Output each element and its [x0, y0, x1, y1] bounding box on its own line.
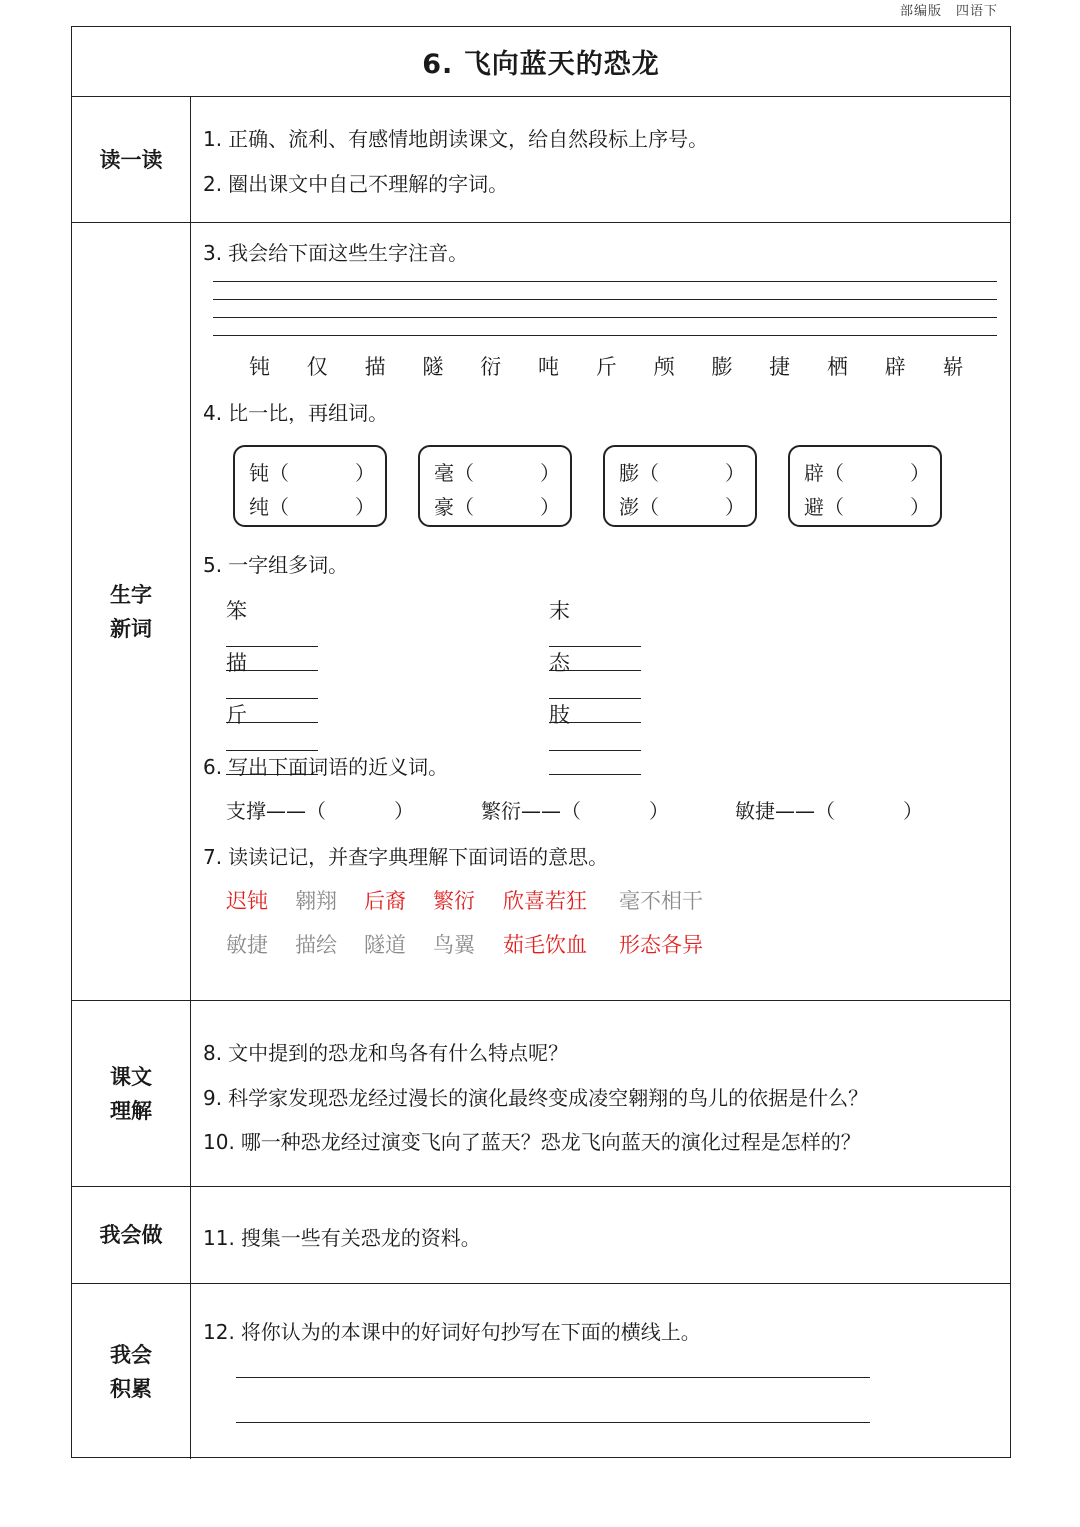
writing-line-2[interactable]: [236, 1422, 870, 1423]
question-10: 10. 哪一种恐龙经过演变飞向了蓝天？恐龙飞向蓝天的演化过程是怎样的？: [203, 1130, 861, 1154]
paren-close: ）: [725, 495, 745, 519]
section-accumulate: [72, 1284, 1010, 1459]
synonym-word: 敏捷——（: [735, 799, 835, 823]
question-1: 1. 正确、流利、有感情地朗读课文，给自然段标上序号。: [203, 127, 709, 151]
question-6: 6. 写出下面词语的近义词。: [203, 755, 449, 779]
paren-close: ）: [903, 799, 923, 823]
character-0: 钝: [249, 355, 270, 379]
multi-word-char: 笨: [226, 599, 247, 623]
question-3: 3. 我会给下面这些生字注音。: [203, 241, 469, 265]
multi-word-char: 肢: [549, 703, 570, 727]
answer-blank[interactable]: [226, 682, 318, 699]
question-8: 8. 文中提到的恐龙和鸟各有什么特点呢？: [203, 1041, 569, 1065]
vocab-word: 描绘: [295, 933, 337, 957]
compare-char: 澎（: [619, 495, 659, 519]
section-new-chars: [72, 223, 1010, 1001]
compare-line[interactable]: [434, 491, 560, 521]
compare-line[interactable]: [619, 457, 745, 487]
title-row: [72, 27, 1010, 97]
vocab-word: 迟钝: [226, 889, 268, 913]
question-7: 7. 读读记记，并查字典理解下面词语的意思。: [203, 845, 609, 869]
vocab-word: 欣喜若狂: [503, 889, 587, 913]
paren-close: ）: [540, 461, 560, 485]
compare-box-0: [233, 445, 387, 527]
paren-close: ）: [540, 495, 560, 519]
paren-close: ）: [355, 461, 375, 485]
question-2: 2. 圈出课文中自己不理解的字词。: [203, 172, 509, 196]
compare-line[interactable]: [249, 491, 375, 521]
character-12: 崭: [942, 355, 964, 379]
vocab-word: 毫不相干: [619, 889, 703, 913]
compare-char: 避（: [804, 495, 844, 519]
section-label-do: 我会做: [72, 1187, 191, 1283]
compare-char: 纯（: [249, 495, 289, 519]
compare-line[interactable]: [804, 491, 930, 521]
character-6: 斤: [595, 355, 617, 379]
section-read: [72, 97, 1010, 223]
answer-blank[interactable]: [226, 630, 318, 647]
compare-char: 钝（: [249, 461, 289, 485]
characters-row: [249, 351, 1000, 381]
character-5: 吨: [537, 355, 559, 379]
vocab-word: 翱翔: [295, 889, 337, 913]
compare-line[interactable]: [434, 457, 560, 487]
compare-char: 豪（: [434, 495, 474, 519]
multi-word-char: 斤: [226, 703, 247, 727]
paren-close: ）: [910, 461, 930, 485]
compare-char: 膨（: [619, 461, 659, 485]
character-2: 描: [364, 355, 386, 379]
vocab-word: 茹毛饮血: [503, 933, 587, 957]
paren-close: ）: [394, 799, 414, 823]
section-understand: [72, 1001, 1010, 1187]
synonym-word: 繁衍——（: [481, 799, 581, 823]
section-label-understand: 课文 理解: [72, 1001, 191, 1186]
multi-word-char: 末: [549, 599, 570, 623]
compare-line[interactable]: [804, 457, 930, 487]
header-edition-note: 部编版 四语下: [899, 4, 998, 19]
compare-char: 毫（: [434, 461, 474, 485]
worksheet-table: [71, 26, 1011, 1458]
multi-word-char: 态: [549, 651, 570, 675]
vocab-word: 隧道: [364, 933, 406, 957]
page-title: 6. 飞向蓝天的恐龙: [422, 49, 660, 80]
compare-box-1: [418, 445, 572, 527]
multi-word-item: [549, 699, 665, 777]
character-9: 捷: [769, 355, 791, 379]
character-10: 栖: [826, 355, 848, 379]
character-3: 隧: [422, 355, 444, 379]
compare-line[interactable]: [249, 457, 375, 487]
vocab-word: 后裔: [364, 889, 406, 913]
compare-box-2: [603, 445, 757, 527]
question-5: 5. 一字组多词。: [203, 553, 349, 577]
question-12: 12. 将你认为的本课中的好词好句抄写在下面的横线上。: [203, 1320, 701, 1344]
synonym-item-2[interactable]: [735, 795, 923, 824]
character-7: 颅: [653, 355, 675, 379]
character-11: 辟: [884, 355, 906, 379]
answer-blank[interactable]: [549, 682, 641, 699]
vocab-word: 形态各异: [619, 933, 703, 957]
synonym-item-1[interactable]: [481, 795, 669, 824]
vocab-word: 鸟翼: [433, 933, 475, 957]
vocab-word: 繁衍: [433, 889, 475, 913]
writing-line-1[interactable]: [236, 1377, 870, 1378]
character-8: 膨: [711, 355, 733, 379]
synonym-item-0[interactable]: [226, 795, 414, 824]
paren-close: ）: [649, 799, 669, 823]
paren-close: ）: [355, 495, 375, 519]
vocab-word: 敏捷: [226, 933, 268, 957]
character-1: 仅: [306, 355, 328, 379]
answer-blank[interactable]: [549, 758, 641, 775]
compare-box-3: [788, 445, 942, 527]
character-4: 衍: [480, 355, 502, 379]
paren-close: ）: [910, 495, 930, 519]
question-4: 4. 比一比，再组词。: [203, 401, 389, 425]
answer-blank[interactable]: [549, 734, 641, 751]
section-label-accumulate: 我会 积累: [72, 1284, 191, 1459]
multi-word-char: 描: [226, 651, 247, 675]
answer-blank[interactable]: [549, 630, 641, 647]
section-label-read: 读一读: [72, 97, 191, 222]
section-label-new-chars: 生字 新词: [72, 223, 191, 1000]
synonym-word: 支撑——（: [226, 799, 326, 823]
question-11: 11. 搜集一些有关恐龙的资料。: [203, 1226, 481, 1250]
paren-close: ）: [725, 461, 745, 485]
answer-blank[interactable]: [226, 734, 318, 751]
section-do: [72, 1187, 1010, 1284]
compare-char: 辟（: [804, 461, 844, 485]
question-9: 9. 科学家发现恐龙经过漫长的演化最终变成凌空翱翔的鸟儿的依据是什么？: [203, 1086, 869, 1110]
compare-line[interactable]: [619, 491, 745, 521]
compare-boxes: [233, 445, 953, 529]
